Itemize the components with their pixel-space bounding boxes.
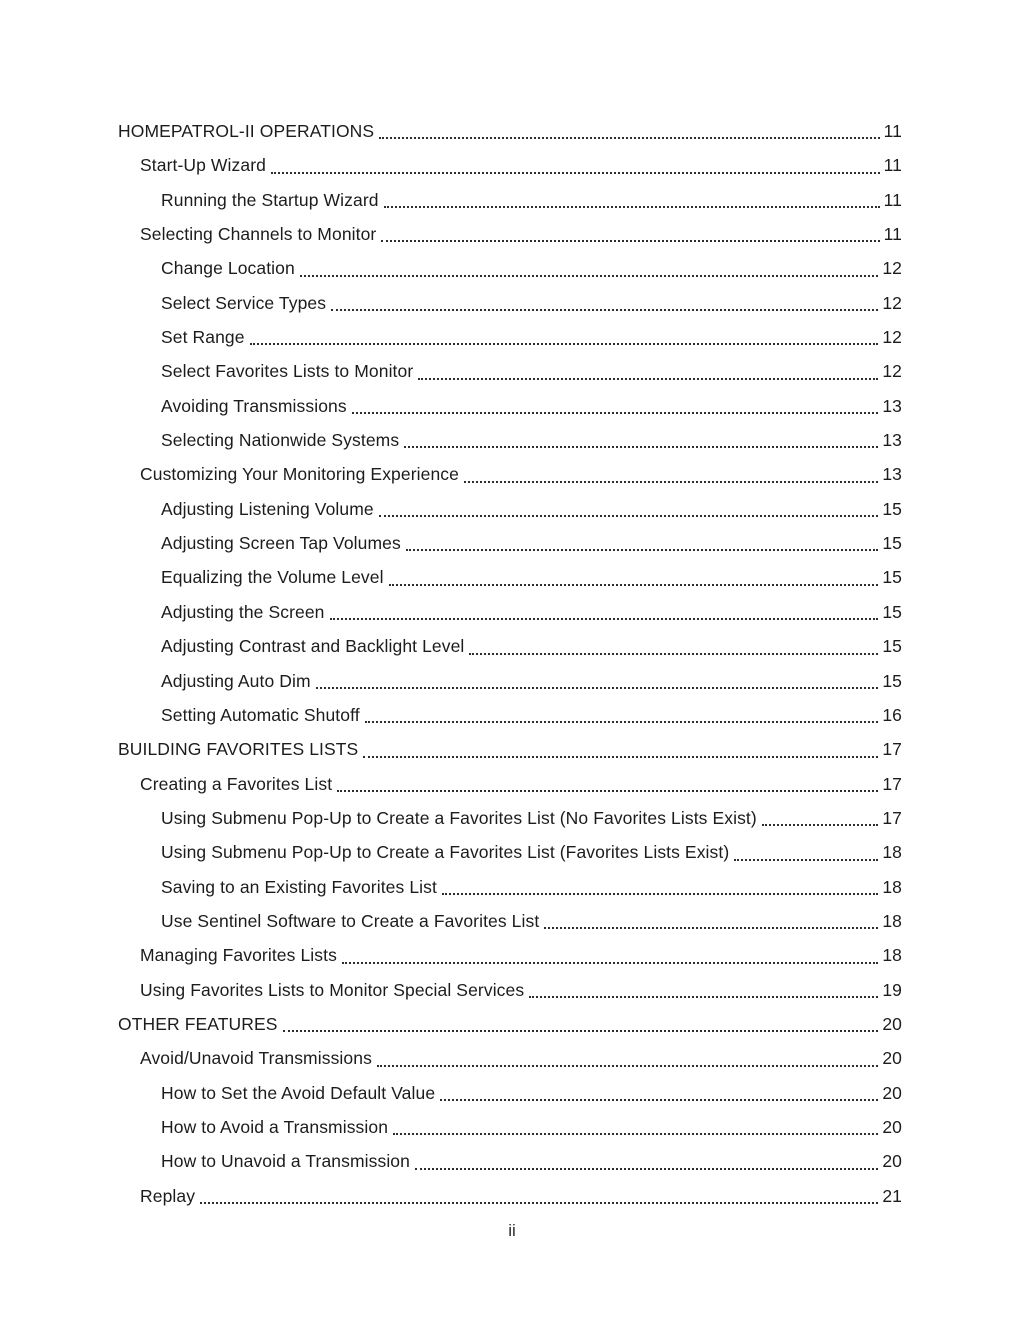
toc-entry-label: BUILDING FAVORITES LISTS: [118, 739, 359, 760]
toc-entry-page-number: 20: [882, 1116, 902, 1137]
toc-entry[interactable]: [118, 148, 902, 182]
page-footer: [0, 1221, 1024, 1241]
toc-entry[interactable]: [118, 870, 902, 904]
toc-entry-label: Setting Automatic Shutoff: [161, 704, 360, 725]
toc-entry-page-number: 20: [882, 1082, 902, 1103]
toc-entry-label: Saving to an Existing Favorites List: [161, 876, 437, 897]
toc-entry[interactable]: [118, 1007, 902, 1041]
toc-entry-label: How to Unavoid a Transmission: [161, 1151, 410, 1172]
toc-leader-dots: [404, 446, 878, 448]
toc-entry[interactable]: [118, 732, 902, 766]
toc-entry-label: Adjusting Listening Volume: [161, 498, 374, 519]
toc-leader-dots: [406, 549, 878, 551]
toc-entry[interactable]: [118, 698, 902, 732]
toc-leader-dots: [384, 206, 880, 208]
toc-entry-label: Adjusting the Screen: [161, 601, 325, 622]
toc-entry-page-number: 15: [882, 636, 902, 657]
toc-entry-page-number: 15: [882, 533, 902, 554]
toc-leader-dots: [342, 962, 878, 964]
toc-leader-dots: [363, 756, 878, 758]
toc-entry-page-number: 17: [882, 773, 902, 794]
toc-leader-dots: [440, 1099, 878, 1101]
toc-entry[interactable]: [118, 183, 902, 217]
toc-leader-dots: [200, 1202, 878, 1204]
toc-leader-dots: [442, 893, 878, 895]
toc-leader-dots: [379, 515, 879, 517]
table-of-contents: [118, 114, 902, 1213]
toc-entry-label: Select Favorites Lists to Monitor: [161, 361, 414, 382]
toc-entry-label: Replay: [140, 1185, 196, 1206]
toc-leader-dots: [271, 172, 880, 174]
toc-leader-dots: [418, 378, 878, 380]
toc-leader-dots: [734, 859, 878, 861]
toc-entry-page-number: 11: [883, 189, 902, 210]
toc-entry-page-number: 15: [882, 498, 902, 519]
toc-entry[interactable]: [118, 1144, 902, 1178]
toc-entry-label: Start-Up Wizard: [140, 155, 266, 176]
toc-leader-dots: [381, 240, 879, 242]
toc-entry[interactable]: [118, 457, 902, 491]
toc-entry-page-number: 19: [882, 979, 902, 1000]
toc-entry-label: Select Service Types: [161, 292, 327, 313]
toc-entry-label: Adjusting Auto Dim: [161, 670, 311, 691]
toc-entry[interactable]: [118, 767, 902, 801]
toc-leader-dots: [379, 137, 879, 139]
toc-entry-page-number: 18: [882, 876, 902, 897]
toc-entry-page-number: 11: [883, 224, 902, 245]
toc-entry-page-number: 13: [882, 430, 902, 451]
toc-entry-page-number: 12: [882, 292, 902, 313]
toc-entry[interactable]: [118, 217, 902, 251]
toc-entry-page-number: 15: [882, 670, 902, 691]
toc-entry-page-number: 18: [882, 910, 902, 931]
toc-entry[interactable]: [118, 595, 902, 629]
toc-entry[interactable]: [118, 251, 902, 285]
toc-leader-dots: [529, 996, 878, 998]
toc-leader-dots: [762, 824, 879, 826]
toc-leader-dots: [377, 1065, 878, 1067]
toc-entry-page-number: 20: [882, 1048, 902, 1069]
toc-entry-page-number: 11: [883, 155, 902, 176]
toc-entry-label: Using Favorites Lists to Monitor Special Services: [140, 979, 525, 1000]
toc-entry-page-number: 16: [882, 704, 902, 725]
toc-leader-dots: [469, 653, 878, 655]
toc-entry-label: Adjusting Contrast and Backlight Level: [161, 636, 465, 657]
toc-entry-label: Avoiding Transmissions: [161, 395, 347, 416]
toc-entry[interactable]: [118, 973, 902, 1007]
toc-entry-label: OTHER FEATURES: [118, 1013, 278, 1034]
toc-entry-page-number: 20: [882, 1013, 902, 1034]
toc-leader-dots: [250, 343, 879, 345]
toc-entry-page-number: 13: [882, 395, 902, 416]
toc-leader-dots: [352, 412, 879, 414]
toc-entry[interactable]: [118, 320, 902, 354]
toc-entry-page-number: 21: [882, 1185, 902, 1206]
toc-leader-dots: [389, 584, 879, 586]
toc-entry[interactable]: [118, 801, 902, 835]
toc-entry[interactable]: [118, 1110, 902, 1144]
toc-entry[interactable]: [118, 664, 902, 698]
toc-entry-label: Use Sentinel Software to Create a Favorites List: [161, 910, 540, 931]
toc-entry-page-number: 18: [882, 842, 902, 863]
toc-entry-page-number: 15: [882, 601, 902, 622]
toc-entry[interactable]: [118, 835, 902, 869]
toc-entry[interactable]: [118, 560, 902, 594]
toc-entry[interactable]: [118, 286, 902, 320]
toc-leader-dots: [415, 1168, 878, 1170]
toc-entry-label: How to Set the Avoid Default Value: [161, 1082, 436, 1103]
toc-entry[interactable]: [118, 354, 902, 388]
toc-entry-page-number: 12: [882, 361, 902, 382]
toc-leader-dots: [331, 309, 878, 311]
toc-leader-dots: [544, 927, 878, 929]
toc-entry[interactable]: [118, 938, 902, 972]
toc-entry-label: Using Submenu Pop-Up to Create a Favorites List (Favorites Lists Exist): [161, 842, 730, 863]
toc-entry[interactable]: [118, 1179, 902, 1213]
toc-entry-label: Selecting Nationwide Systems: [161, 430, 400, 451]
toc-entry-label: Change Location: [161, 258, 295, 279]
toc-entry-label: Equalizing the Volume Level: [161, 567, 384, 588]
folio-page-number: ii: [508, 1221, 516, 1240]
toc-leader-dots: [365, 721, 879, 723]
toc-entry-page-number: 15: [882, 567, 902, 588]
toc-entry[interactable]: [118, 629, 902, 663]
toc-entry-page-number: 12: [882, 258, 902, 279]
toc-entry-label: Running the Startup Wizard: [161, 189, 379, 210]
toc-leader-dots: [393, 1133, 878, 1135]
toc-entry[interactable]: [118, 904, 902, 938]
toc-entry-label: Set Range: [161, 327, 245, 348]
toc-entry-label: Managing Favorites Lists: [140, 945, 337, 966]
toc-entry[interactable]: [118, 423, 902, 457]
toc-entry-page-number: 13: [882, 464, 902, 485]
toc-leader-dots: [330, 618, 879, 620]
toc-entry-page-number: 11: [883, 121, 902, 141]
toc-entry[interactable]: [118, 114, 902, 148]
toc-leader-dots: [283, 1030, 879, 1032]
toc-entry-label: Creating a Favorites List: [140, 773, 333, 794]
toc-entry[interactable]: [118, 526, 902, 560]
toc-entry-page-number: 12: [882, 327, 902, 348]
toc-entry-label: Customizing Your Monitoring Experience: [140, 464, 459, 485]
toc-entry[interactable]: [118, 389, 902, 423]
toc-entry-page-number: 17: [882, 739, 902, 760]
toc-entry-label: Adjusting Screen Tap Volumes: [161, 533, 401, 554]
toc-entry-page-number: 20: [882, 1151, 902, 1172]
toc-entry-label: Using Submenu Pop-Up to Create a Favorites List (No Favorites Lists Exist): [161, 807, 757, 828]
toc-entry-label: How to Avoid a Transmission: [161, 1116, 389, 1137]
toc-entry[interactable]: [118, 1076, 902, 1110]
toc-leader-dots: [300, 275, 879, 277]
toc-entry-label: Selecting Channels to Monitor: [140, 224, 377, 245]
toc-entry-page-number: 18: [882, 945, 902, 966]
toc-entry-label: HOMEPATROL-II OPERATIONS: [118, 121, 375, 141]
toc-entry[interactable]: [118, 492, 902, 526]
toc-leader-dots: [316, 687, 879, 689]
toc-leader-dots: [337, 790, 878, 792]
toc-entry-label: Avoid/Unavoid Transmissions: [140, 1048, 372, 1069]
toc-entry[interactable]: [118, 1041, 902, 1075]
toc-entry-page-number: 17: [882, 807, 902, 828]
toc-leader-dots: [464, 481, 878, 483]
